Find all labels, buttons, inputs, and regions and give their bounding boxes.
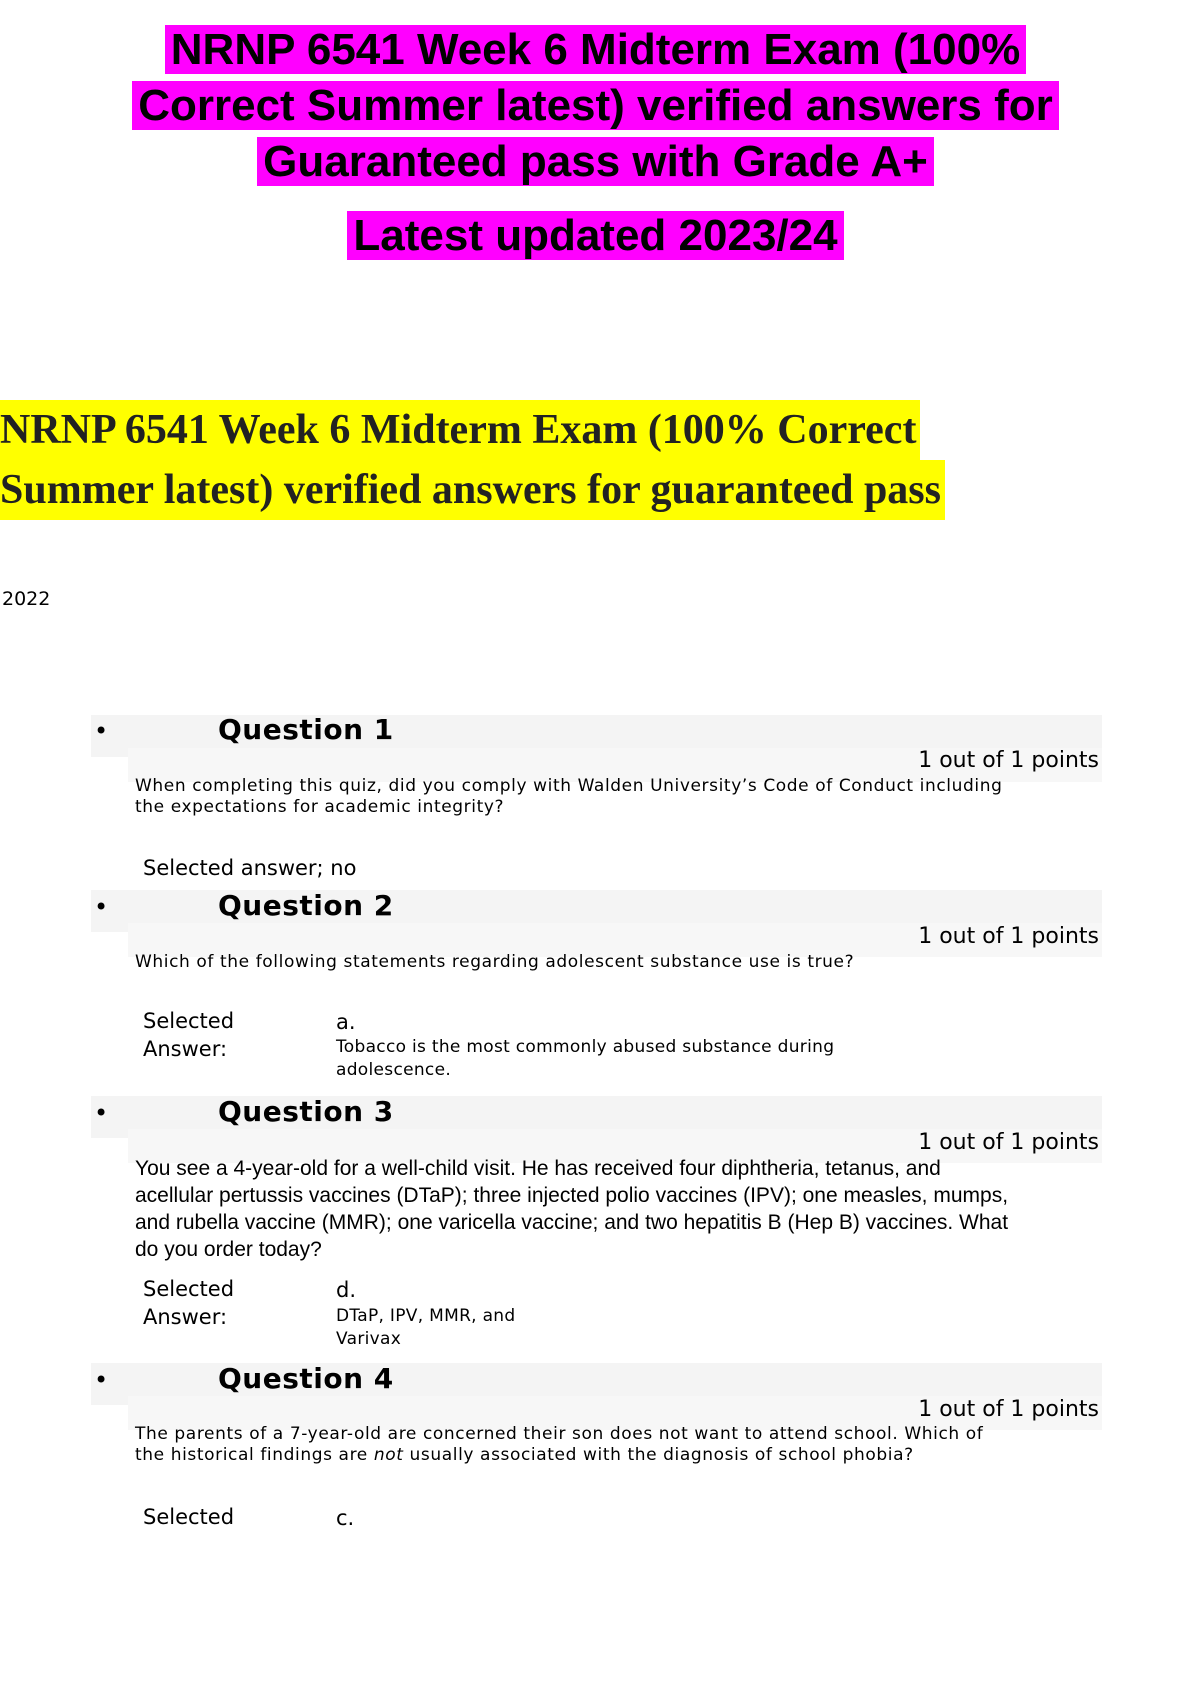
question-3-selected-label: Selected <box>143 1277 235 1301</box>
question-2-points: 1 out of 1 points <box>918 924 1099 949</box>
emphasis-not: not <box>373 1445 404 1465</box>
header-title-line-1: NRNP 6541 Week 6 Midterm Exam (100% <box>0 22 1191 78</box>
question-4-answer-letter: c. <box>336 1506 355 1530</box>
question-4-title: Question 4 <box>218 1362 394 1395</box>
question-2-answer-text: Tobacco is the most commonly abused substance during adolescence. <box>336 1037 835 1080</box>
question-3-title: Question 3 <box>218 1095 394 1128</box>
header-title-line-3: Guaranteed pass with Grade A+ <box>0 134 1191 190</box>
question-4-selected-label: Selected <box>143 1505 235 1529</box>
subheader-line-1: NRNP 6541 Week 6 Midterm Exam (100% Correct <box>0 400 920 460</box>
question-2-answer-label: Answer: <box>143 1037 228 1061</box>
question-3-answer-text: DTaP, IPV, MMR, and Varivax <box>336 1306 516 1349</box>
question-3-answer-label: Answer: <box>143 1305 228 1329</box>
question-1-points: 1 out of 1 points <box>918 748 1099 773</box>
header-title-line-4: Latest updated 2023/24 <box>0 208 1191 264</box>
question-2-text: Which of the following statements regarding adolescent substance use is true? <box>135 952 855 972</box>
question-2-selected-label: Selected <box>143 1009 235 1033</box>
question-2-title: Question 2 <box>218 889 394 922</box>
question-4-points: 1 out of 1 points <box>918 1397 1099 1422</box>
question-3-points: 1 out of 1 points <box>918 1130 1099 1155</box>
question-3-answer-letter: d. <box>336 1278 357 1302</box>
list-bullet: • <box>94 1366 109 1394</box>
list-bullet: • <box>94 717 109 745</box>
question-3-text: You see a 4-year-old for a well-child visit. He has received four diphtheria, tetanus, and acellular pertussis vaccines (DTaP); three injected polio vaccines (IPV); one measles, mumps, and rubella vaccine (MMR); one varicella vaccine; and two hepatitis B (Hep B) vaccines. What do you order today? <box>135 1157 1009 1261</box>
header-title-line-2: Correct Summer latest) verified answers for <box>0 78 1191 134</box>
subheader-line-2: Summer latest) verified answers for guaranteed pass <box>0 460 945 520</box>
year-label: 2022 <box>2 588 51 610</box>
question-1-selected-answer: Selected answer; no <box>143 856 357 880</box>
question-1-title: Question 1 <box>218 713 394 746</box>
question-1-text: When completing this quiz, did you comply with Walden University’s Code of Conduct including the expectations for academic integrity? <box>135 776 1003 817</box>
list-bullet: • <box>94 893 109 921</box>
list-bullet: • <box>94 1099 109 1127</box>
question-4-text: The parents of a 7-year-old are concerned their son does not want to attend school. Which of the historical findings are not usually associated with the diagnosis of school phobia? <box>135 1424 984 1465</box>
question-2-answer-letter: a. <box>336 1010 356 1034</box>
